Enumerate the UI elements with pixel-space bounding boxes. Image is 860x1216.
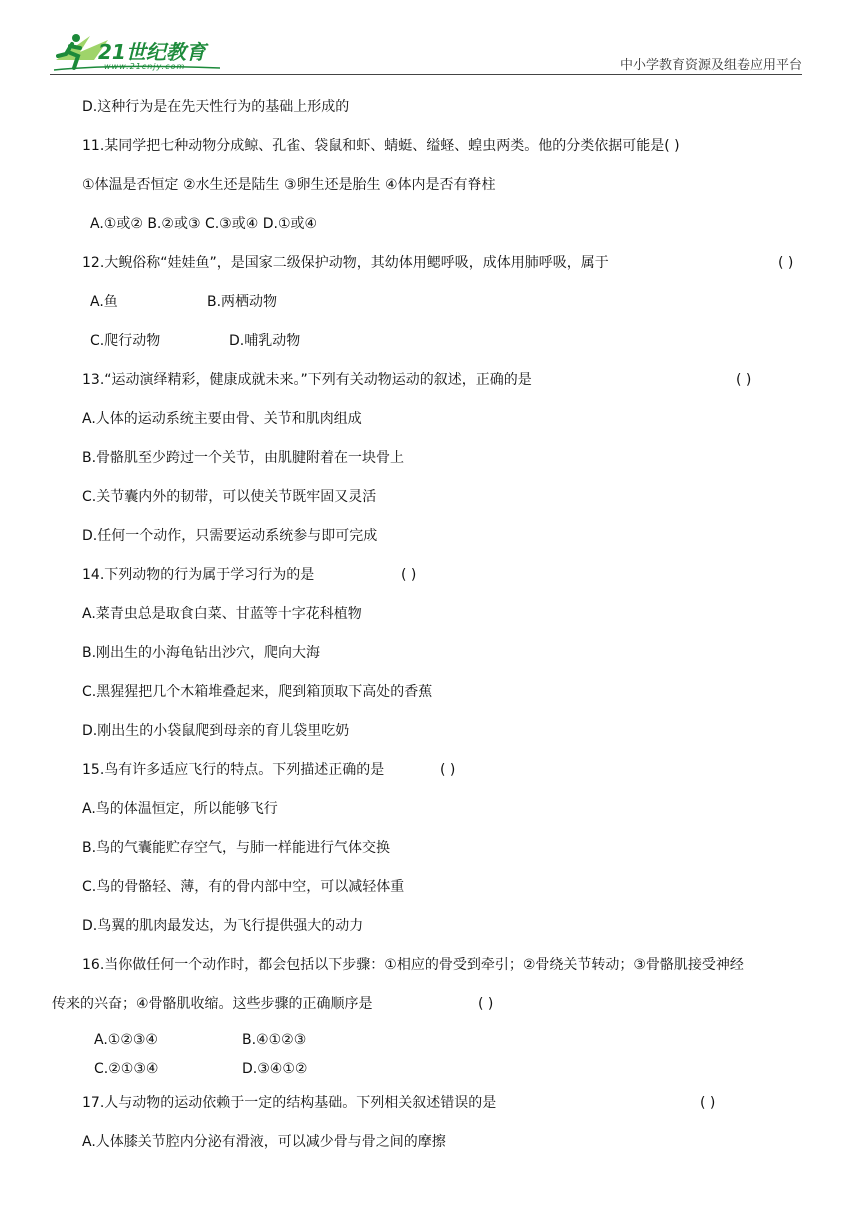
option-line: D.这种行为是在先天性行为的基础上形成的 <box>82 99 350 115</box>
answer-blank: ( ) <box>778 255 794 271</box>
option-c: C.关节囊内外的韧带，可以使关节既牢固又灵活 <box>82 489 377 505</box>
logo-text: 21世纪教育 <box>98 40 206 64</box>
option-a: A.菜青虫总是取食白菜、甘蓝等十字花科植物 <box>82 606 362 622</box>
question-14: 14.下列动物的行为属于学习行为的是 <box>82 567 315 583</box>
option-a: A.鸟的体温恒定，所以能够飞行 <box>82 801 278 817</box>
option-a: A.人体的运动系统主要由骨、关节和肌肉组成 <box>82 411 362 427</box>
question-17: 17.人与动物的运动依赖于一定的结构基础。下列相关叙述错误的是 <box>82 1095 497 1111</box>
option-c: C.②①③④ <box>94 1061 159 1077</box>
answer-blank: ( ) <box>700 1095 716 1111</box>
answer-blank: ( ) <box>401 567 417 583</box>
question-16: 16.当你做任何一个动作时，都会包括以下步骤：①相应的骨受到牵引；②骨绕关节转动；③骨骼肌接受神经 <box>82 957 744 973</box>
question-13: 13.“运动演绎精彩，健康成就未来。”下列有关动物运动的叙述，正确的是 <box>82 372 532 388</box>
page-header <box>0 0 860 80</box>
option-line: A.①或② B.②或③ C.③或④ D.①或④ <box>90 216 318 232</box>
option-b: B.④①②③ <box>242 1032 307 1048</box>
option-d: D.③④①② <box>242 1061 308 1077</box>
option-a: A.人体膝关节腔内分泌有滑液，可以减少骨与骨之间的摩擦 <box>82 1134 446 1150</box>
logo-url: www.21cnjy.com <box>104 62 186 71</box>
header-divider <box>50 74 802 75</box>
answer-blank: ( ) <box>736 372 752 388</box>
answer-blank: ( ) <box>478 996 494 1012</box>
option-c: C.鸟的骨骼轻、薄，有的骨内部中空，可以减轻体重 <box>82 879 405 895</box>
option-d: D.任何一个动作，只需要运动系统参与即可完成 <box>82 528 378 544</box>
option-b: B.鸟的气囊能贮存空气，与肺一样能进行气体交换 <box>82 840 391 856</box>
question-15: 15.鸟有许多适应飞行的特点。下列描述正确的是 <box>82 762 385 778</box>
answer-blank: ( ) <box>440 762 456 778</box>
option-b: B.骨骼肌至少跨过一个关节，由肌腱附着在一块骨上 <box>82 450 405 466</box>
option-b: B.两栖动物 <box>207 294 278 310</box>
question-12: 12.大鲵俗称“娃娃鱼”，是国家二级保护动物，其幼体用鳃呼吸，成体用肺呼吸，属于 <box>82 255 609 271</box>
option-c: C.爬行动物 <box>90 333 161 349</box>
option-d: D.刚出生的小袋鼠爬到母亲的育儿袋里吃奶 <box>82 723 350 739</box>
option-c: C.黑猩猩把几个木箱堆叠起来，爬到箱顶取下高处的香蕉 <box>82 684 433 700</box>
option-a: A.鱼 <box>90 294 118 310</box>
option-b: B.刚出生的小海龟钻出沙穴，爬向大海 <box>82 645 321 661</box>
criteria-line: ①体温是否恒定 ②水生还是陆生 ③卵生还是胎生 ④体内是否有脊柱 <box>82 177 496 193</box>
platform-title: 中小学教育资源及组卷应用平台 <box>619 58 802 73</box>
option-d: D.哺乳动物 <box>229 333 301 349</box>
question-11: 11.某同学把七种动物分成鲸、孔雀、袋鼠和虾、蜻蜓、缢蛏、蝗虫两类。他的分类依据可能是( ) <box>82 138 680 154</box>
question-16-continued: 传来的兴奋；④骨骼肌收缩。这些步骤的正确顺序是 <box>52 996 373 1012</box>
option-a: A.①②③④ <box>94 1032 158 1048</box>
option-d: D.鸟翼的肌肉最发达，为飞行提供强大的动力 <box>82 918 364 934</box>
